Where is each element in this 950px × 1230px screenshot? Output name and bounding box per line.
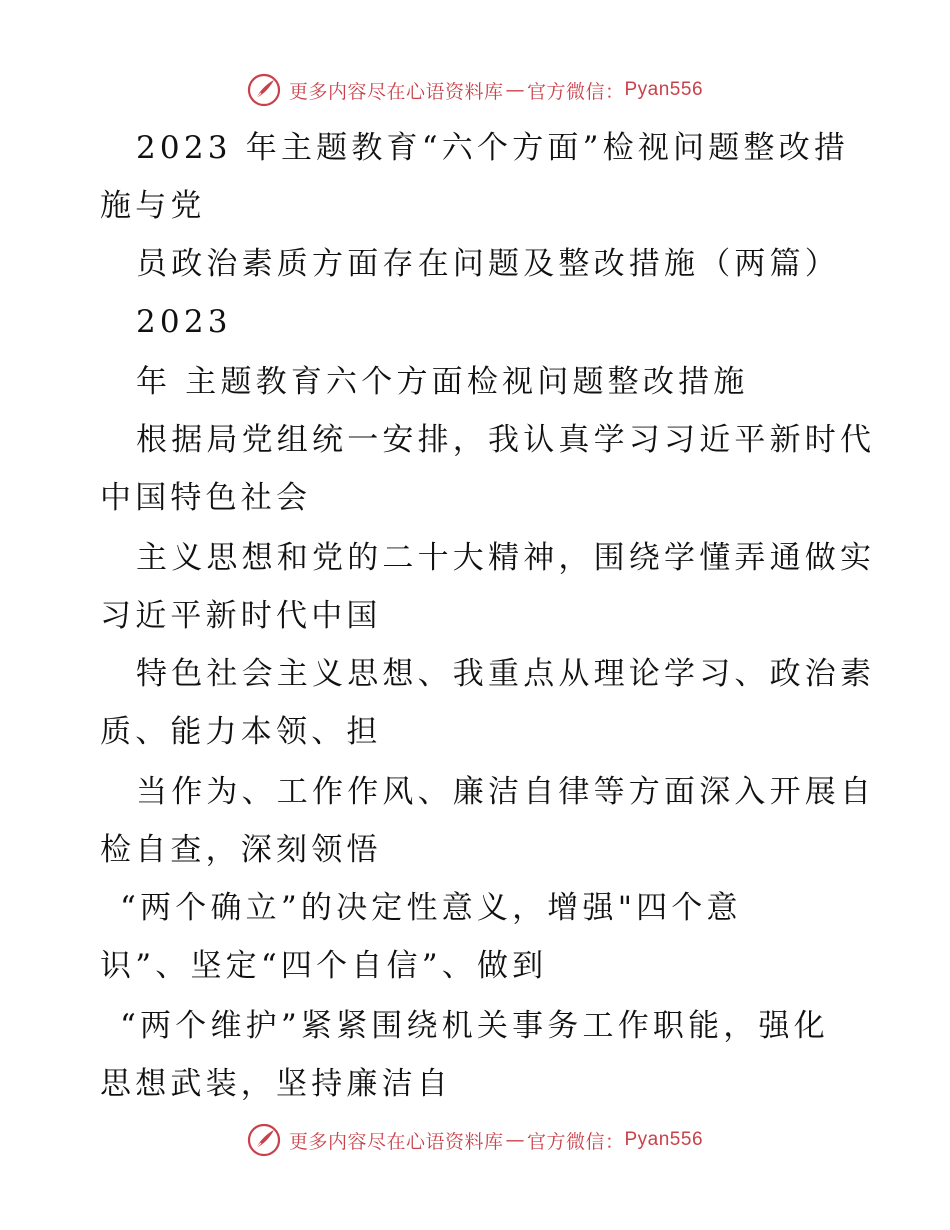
watermark-dash: — xyxy=(505,1129,525,1151)
text-line: 思想武装，坚持廉洁自 xyxy=(100,1066,452,1102)
watermark-handle: Pyan556 xyxy=(624,79,704,100)
text-line: “两个维护”紧紧围绕机关事务工作职能，强化 xyxy=(120,1008,829,1044)
watermark-label: 官方微信： xyxy=(526,80,625,103)
text-line: 特色社会主义思想、我重点从理论学习、政治素 xyxy=(136,656,876,692)
text-line: 年 主题教育六个方面检视问题整改措施 xyxy=(136,364,749,400)
footer-watermark xyxy=(0,1120,950,1160)
watermark-text: 更多内容尽在心语资料库 xyxy=(288,80,504,103)
watermark-label: 官方微信： xyxy=(526,1130,625,1153)
text-line: 当作为、工作作风、廉洁自律等方面深入开展自 xyxy=(136,774,876,810)
watermark-handle: Pyan556 xyxy=(624,1129,704,1150)
text-line: 检自查，深刻领悟 xyxy=(100,832,382,868)
text-line: 质、能力本领、担 xyxy=(100,714,382,750)
text-line: 中国特色社会 xyxy=(100,480,312,516)
text-line: 2023 年主题教育“六个方面”检视问题整改措 xyxy=(136,130,850,166)
text-line: “两个确立”的决定性意义，增强"四个意 xyxy=(120,890,742,926)
text-line: 施与党 xyxy=(100,188,206,224)
text-line: 2023 xyxy=(136,304,232,340)
text-line: 根据局党组统一安排，我认真学习习近平新时代 xyxy=(136,422,876,458)
text-line: 主义思想和党的二十大精神，围绕学懂弄通做实 xyxy=(136,540,876,576)
text-line: 识”、坚定“四个自信”、做到 xyxy=(100,948,548,984)
watermark-text: 更多内容尽在心语资料库 xyxy=(288,1130,504,1153)
quill-pen-icon xyxy=(247,1123,281,1157)
text-line: 员政治素质方面存在问题及整改措施（两篇） xyxy=(136,246,840,282)
watermark-dash: — xyxy=(505,79,525,101)
text-line: 习近平新时代中国 xyxy=(100,598,382,634)
